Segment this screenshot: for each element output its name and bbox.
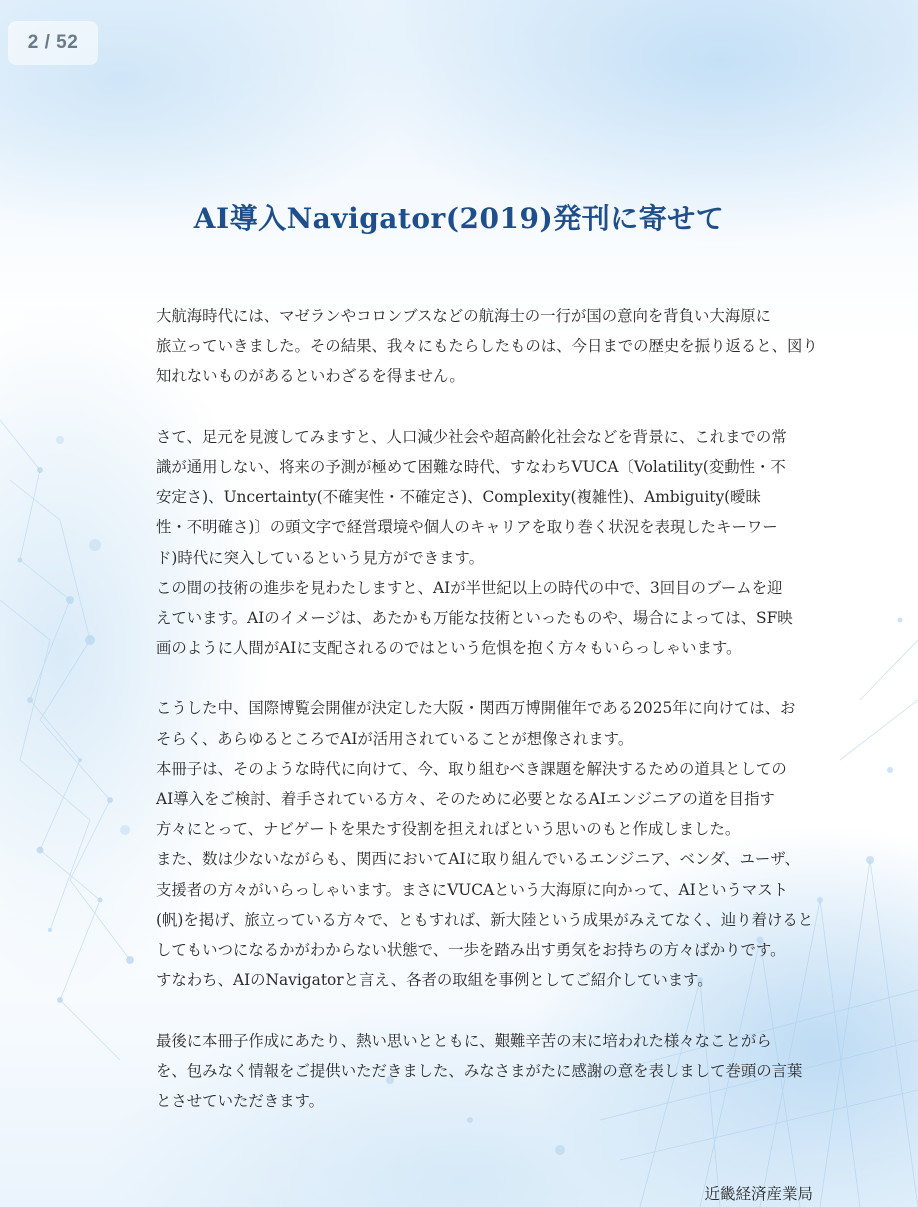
paragraph-line: とさせていただきます。 (156, 1091, 325, 1110)
paragraph-line: 最後に本冊子作成にあたり、熱い思いとともに、艱難辛苦の末に培われた様々なことがら (156, 1031, 772, 1050)
paragraph-line: ド)時代に突入しているという見方ができます。 (156, 548, 484, 567)
paragraph-line: えています。AIのイメージは、あたかも万能な技術といったものや、場合によっては、SF映 (156, 608, 793, 627)
paragraph-line: 方々にとって、ナビゲートを果たす役割を担えればという思いのもと作成しました。 (156, 820, 741, 839)
paragraph-line: 大航海時代には、マゼランやコロンブスなどの航海士の一行が国の意向を背負い大海原に (156, 307, 772, 325)
paragraph-line: この間の技術の進歩を見わたしますと、AIが半世紀以上の時代の中で、3回目のブームを迎 (156, 578, 783, 597)
body-text (156, 301, 818, 1116)
paragraph-line: 性・不明確さ)〕の頭文字で経営環境や個人のキャリアを取り巻く状況を表現したキーワー (156, 518, 778, 537)
paragraph-line: を、包みなく情報をご提供いただきました、みなさまがたに感謝の意を表しまして巻頭の言葉 (156, 1061, 803, 1080)
paragraph-line: 本冊子は、そのような時代に向けて、今、取り組むべき課題を解決するための道具としての (156, 759, 787, 778)
paragraph-line: 識が通用しない、将来の予測が極めて困難な時代、すなわちVUCA〔Volatility(変動性・不 (156, 457, 786, 476)
paragraph-line: そらく、あらゆるところでAIが活用されていることが想像されます。 (156, 729, 634, 748)
page-title: AI導入Navigator(2019)発刊に寄せて (193, 202, 725, 235)
paragraph-line: 安定さ)、Uncertainty(不確実性・不確定さ)、Complexity(複雑性)、Ambiguity(曖昧 (156, 488, 761, 507)
paragraph-line: 知れないものがあるといわざるを得ません。 (156, 367, 465, 386)
signature: 近畿経済産業局 (704, 1185, 813, 1203)
page-indicator: 2 / 52 (8, 21, 98, 65)
paragraph-gap (156, 995, 806, 1025)
paragraph-line: 画のように人間がAIに支配されるのではという危惧を抱く方々もいらっしゃいます。 (156, 639, 742, 658)
paragraph-line: また、数は少ないながらも、関西においてAIに取り組んでいるエンジニア、ベンダ、ユーザ、 (156, 850, 800, 869)
paragraph-line: (帆)を掲げ、旅立っている方々で、ともすれば、新大陸という成果がみえてなく、辿り着けると (156, 910, 814, 929)
paragraph-line: すなわち、AIのNavigatorと言え、各者の取組を事例としてご紹介しています。 (156, 971, 713, 990)
paragraph-line: AI導入をご検討、着手されている方々、そのために必要となるAIエンジニアの道を目指す (156, 790, 775, 808)
paragraph-line: 支援者の方々がいらっしゃいます。まさにVUCAという大海原に向かって、AIというマスト (156, 880, 789, 899)
paragraph-line: 旅立っていきました。その結果、我々にもたらしたものは、今日までの歴史を振り返ると、図り (156, 337, 818, 356)
paragraph-line: こうした中、国際博覧会開催が決定した大阪・関西万博開催年である2025年に向けては、お (156, 699, 796, 718)
paragraph-gap (156, 392, 806, 422)
paragraph-line: してもいつになるかがわからない状態で、一歩を踏み出す勇気をお持ちの方々ばかりです。 (156, 940, 786, 959)
paragraph-line: さて、足元を見渡してみますと、人口減少社会や超高齢化社会などを背景に、これまでの常 (156, 427, 787, 446)
paragraph-gap (156, 663, 806, 693)
